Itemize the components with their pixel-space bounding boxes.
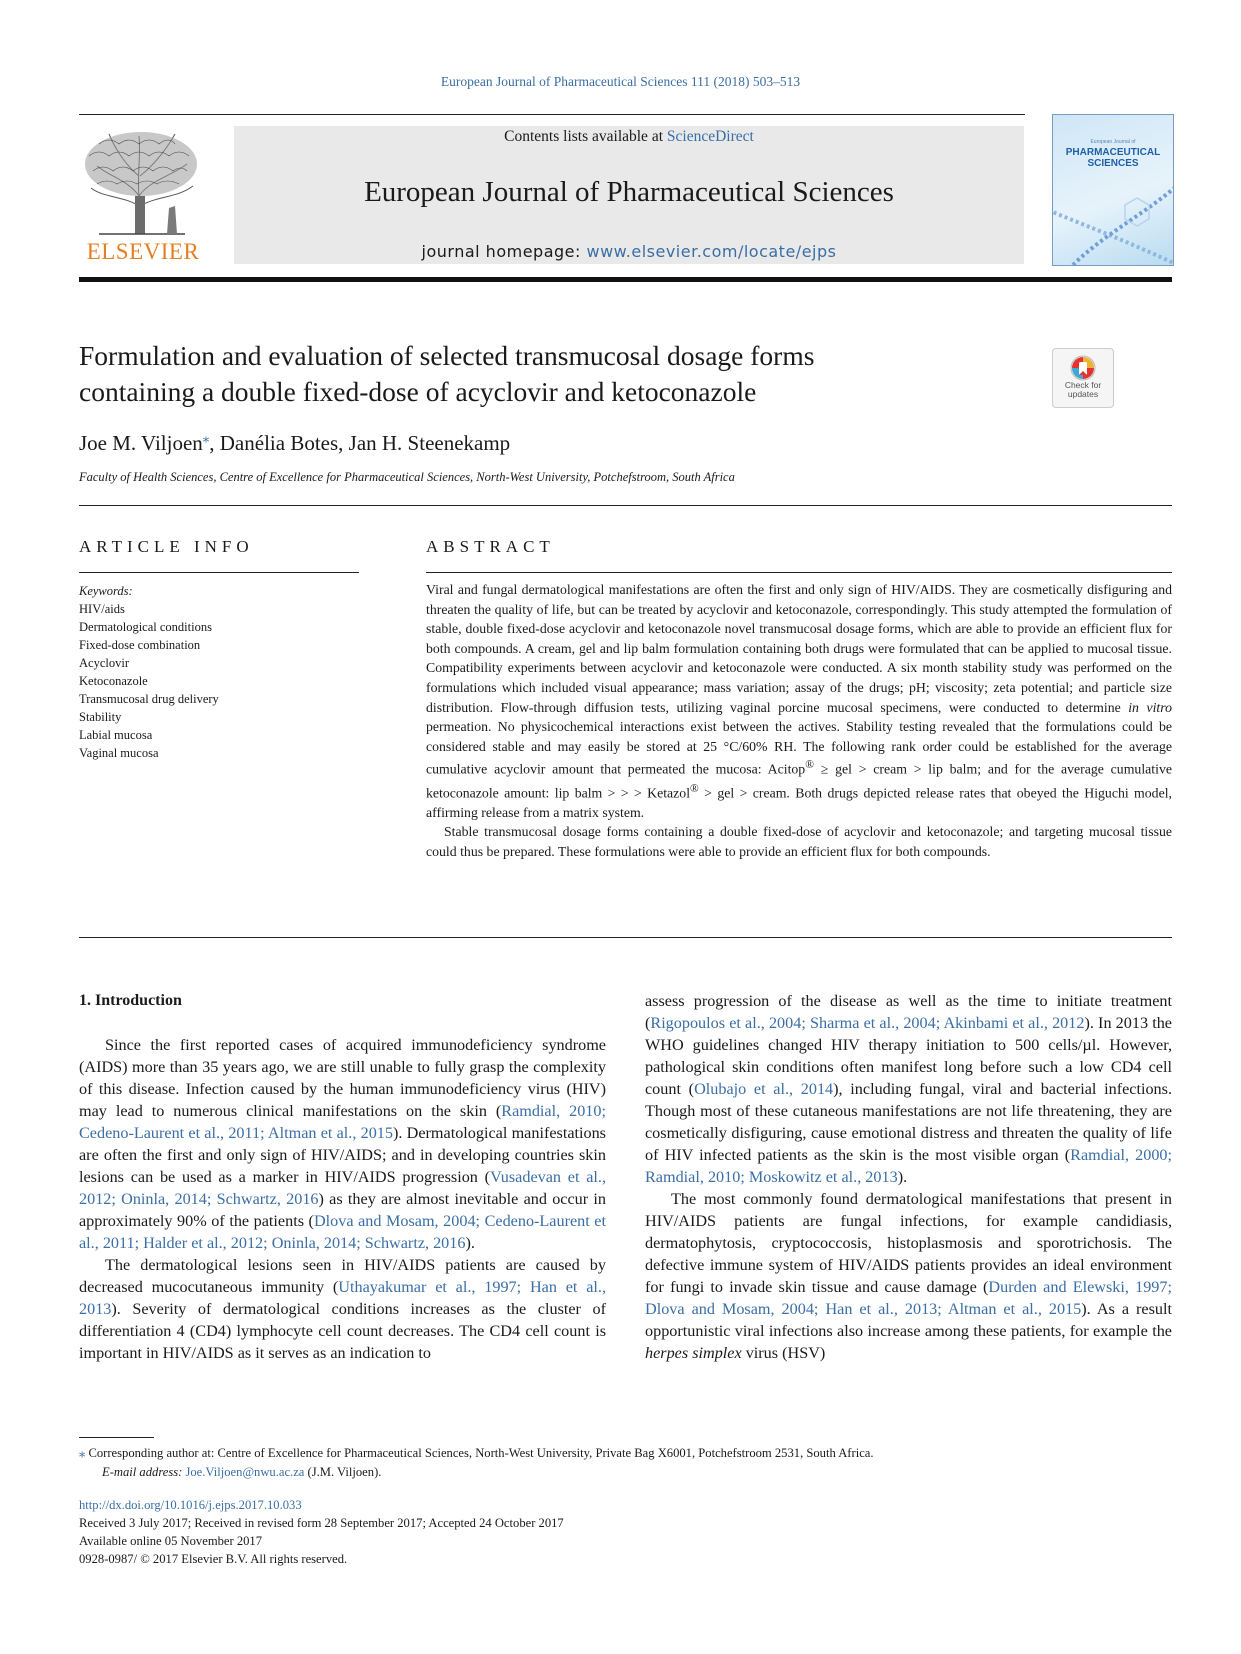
keywords-list [79,582,219,762]
header-rule [79,114,1025,115]
citation-link[interactable]: Uthayakumar et al., 1997; Han et al., 2013 [79,1278,607,1318]
received-dates: Received 3 July 2017; Received in revised form 28 September 2017; Accepted 24 October 2017 [79,1516,564,1530]
keyword: Stability [79,710,122,724]
available-online: Available online 05 November 2017 [79,1534,263,1548]
abstract-paragraph-2: Stable transmucosal dosage forms containing a double fixed-dose of acyclovir and ketoconazole; and targeting mucosal tissue could thus be prepared. These formulations were able to provide an efficient flux for both compounds. [426,824,1172,859]
journal-homepage-line [234,242,1024,261]
other-authors: , Danélia Botes, Jan H. Steenekamp [209,431,511,455]
journal-homepage-link[interactable]: www.elsevier.com/locate/ejps [586,242,837,261]
body-paragraph: The dermatological lesions seen in HIV/AIDS patients are caused by decreased mucocutaneous immunity (Uthayakumar et al., 1997; Han et al., 2013). Severity of dermatological conditions increases as the cluster of differentiation 4 (CD4) lymphocyte cell count decreases. The CD4 cell count is important in HIV/AIDS as it serves as an indication to [79,1256,607,1362]
footnote-mark: ⁎ [79,1446,86,1460]
abstract-body [426,580,1172,862]
crossmark-label-1: Check for [1064,380,1102,390]
keyword: Labial mucosa [79,728,153,742]
abstract-rule [426,572,1172,573]
elsevier-logo [79,126,207,264]
article-title-line-2: containing a double fixed-dose of acyclovir and ketoconazole [79,376,757,407]
affiliation: Faculty of Health Sciences, Centre of Excellence for Pharmaceutical Sciences, North-West University, Potchefstroom, South Africa [79,470,735,484]
article-title-line-1: Formulation and evaluation of selected transmucosal dosage forms [79,340,815,371]
article-info-heading: ARTICLE INFO [79,537,254,556]
section-heading: 1. Introduction [79,992,182,1009]
footnote-rule [79,1437,154,1438]
keyword: Acyclovir [79,656,129,670]
cover-top-text: European Journal of [1090,139,1136,145]
email-link[interactable]: Joe.Viljoen@nwu.ac.za [185,1465,305,1479]
body-column-left [79,990,606,1364]
keywords-label: Keywords: [79,584,133,598]
body-paragraph: Since the first reported cases of acquired immunodeficiency syndrome (AIDS) more than 35 years ago, we are still unable to fully grasp the complexity of this disease. Infection caused by the human immunodeficiency virus (HIV) may lead to numerous clinical manifestations on the skin (Ramdial, 2010; Cedeno-Laurent et al., 2011; Altman et al., 2015). Dermatological manifestations are often the first and only sign of HIV/AIDS; and in developing countries skin lesions can be used as a marker in HIV/AIDS progression (Vusadevan et al., 2012; Oninla, 2014; Schwartz, 2016) as they are almost inevitable and occur in approximately 90% of the patients (Dlova and Mosam, 2004; Cedeno-Laurent et al., 2011; Halder et al., 2012; Oninla, 2014; Schwartz, 2016). [79,1036,606,1252]
abstract-end-rule [79,937,1172,938]
title-rule [79,505,1172,506]
doi-link[interactable]: http://dx.doi.org/10.1016/j.ejps.2017.10.033 [79,1498,302,1512]
contents-prefix: Contents lists available at [504,128,667,145]
citation-link[interactable]: Olubajo et al., 2014 [694,1080,834,1098]
journal-cover-thumbnail[interactable] [1052,114,1174,266]
corresponding-author-note: ⁎ Corresponding author at: Centre of Excellence for Pharmaceutical Sciences, North-West University, Private Bag X6001, Potchefstroom 2531, South Africa. [79,1446,874,1460]
registered-mark: ® [805,759,814,772]
cover-molecule-art-icon [1053,115,1173,265]
crossmark-icon [1070,355,1096,381]
article-info-rule [79,572,359,573]
elsevier-tree-icon [79,126,205,238]
body-paragraph: assess progression of the disease as well as the time to initiate treatment (Rigopoulos et al., 2004; Sharma et al., 2004; Akinbami et al., 2012). In 2013 the WHO guidelines changed HIV therapy initiation to 500 cells/µl. However, pathological skin conditions often manifest long before such a low CD4 cell count (Olubajo et al., 2014), including fungal, viral and bacterial infections. Though most of these cutaneous manifestations are not life threatening, they are cosmetically disfiguring, cause emotional distress and threaten the quality of life of HIV infected patients as the skin is the most visible organ (Ramdial, 2000; Ramdial, 2010; Moskowitz et al., 2013). [645,992,1173,1186]
author-name[interactable]: Joe M. Viljoen [79,431,203,455]
body-paragraph: The most commonly found dermatological manifestations that present in HIV/AIDS patients are fungal infections, for example candidiasis, dermatophytosis, cryptococcosis, histoplasmosis and sporotrichosis. The defective immune system of HIV/AIDS patients provides an ideal environment for fungi to invade skin tissue and cause damage (Durden and Elewski, 1997; Dlova and Mosam, 2004; Han et al., 2013; Altman et al., 2015). As a result opportunistic viral infections also increase among these patients, for example the herpes simplex virus (HSV) [645,1190,1172,1362]
cover-title: PHARMACEUTICAL SCIENCES [1065,147,1161,169]
citation-link[interactable]: Ramdial, 2010; Cedeno-Laurent et al., 2011; Altman et al., 2015 [79,1102,606,1142]
sciencedirect-link[interactable]: ScienceDirect [666,128,754,145]
keyword: Dermatological conditions [79,620,212,634]
elsevier-wordmark: ELSEVIER [86,239,200,264]
crossmark-label-2: updates [1067,389,1099,399]
body-column-right [645,990,1172,1364]
citation-link[interactable]: Rigopoulos et al., 2004; Sharma et al., 2004; Akinbami et al., 2012 [650,1014,1085,1032]
keyword: Transmucosal drug delivery [79,692,219,706]
copyright: 0928-0987/ © 2017 Elsevier B.V. All rights reserved. [79,1552,348,1566]
homepage-prefix: journal homepage: [421,242,587,261]
citation-link[interactable]: Ramdial, 2000; Ramdial, 2010; Moskowitz et al., 2013 [645,1146,1173,1186]
abstract-paragraph-1: Viral and fungal dermatological manifestations are often the first and only sign of HIV/AIDS. They are cosmetically disfiguring and threaten the quality of life, but can be treated by acyclovir and ketoconazole, correspondingly. This study attempted the formulation of stable, double fixed-dose acyclovir and ketoconazole novel transmucosal dosage forms, which are able to provide an efficient flux for both compounds. A cream, gel and lip balm formulation containing both drugs were formulated that can be applied to mucosal tissue. Compatibility experiments between acyclovir and ketoconazole were conducted. A six month stability study was performed on the formulations which included visual appearance; mass variation; assay of the drugs; pH; viscosity; zeta potential; and particle size distribution. Flow-through diffusion tests, utilizing vaginal porcine mucosal specimens, were conducted to determine in vitro permeation. No physicochemical interactions exist between the actives. Stability testing revealed that the formulations could be considered stable and may easily be stored at 25 °C/60% RH. The following rank order could be established for the average cumulative acyclovir amount that permeated the mucosa: Acitop® ≥ gel > cream > lip balm; and for the average cumulative ketoconazole amount: lip balm > > > Ketazol® > gel > cream. Both drugs depicted release rates that obeyed the Higuchi model, affirming release from a matrix system. [426,582,1172,820]
keyword: Fixed-dose combination [79,638,201,652]
journal-citation-link[interactable]: European Journal of Pharmaceutical Sciences 111 (2018) 503–513 [440,74,801,89]
author-list [79,430,510,456]
journal-title: European Journal of Pharmaceutical Sciences [364,176,894,208]
corresponding-author-mark[interactable]: ⁎ [202,430,210,445]
keyword: Ketoconazole [79,674,148,688]
keyword: Vaginal mucosa [79,746,159,760]
email-line: E-mail address: Joe.Viljoen@nwu.ac.za (J.M. Viljoen). [102,1465,382,1479]
citation-link[interactable]: Vusadevan et al., 2012; Oninla, 2014; Schwartz, 2016 [79,1168,606,1208]
footnote [79,1444,874,1482]
article-history [79,1496,564,1568]
contents-line [234,126,1024,146]
abstract-heading: ABSTRACT [426,537,555,556]
header-thick-rule [79,277,1172,282]
check-for-updates-button[interactable] [1052,348,1114,408]
citation-link[interactable]: Dlova and Mosam, 2004; Cedeno-Laurent et al., 2011; Halder et al., 2012; Oninla, 2014; Schwartz, 2016 [79,1212,606,1252]
registered-mark: ® [690,782,699,795]
keyword: HIV/aids [79,602,125,616]
article-title [79,338,979,410]
citation-link[interactable]: Durden and Elewski, 1997; Dlova and Mosam, 2004; Han et al., 2013; Altman et al., 2015 [645,1278,1172,1318]
